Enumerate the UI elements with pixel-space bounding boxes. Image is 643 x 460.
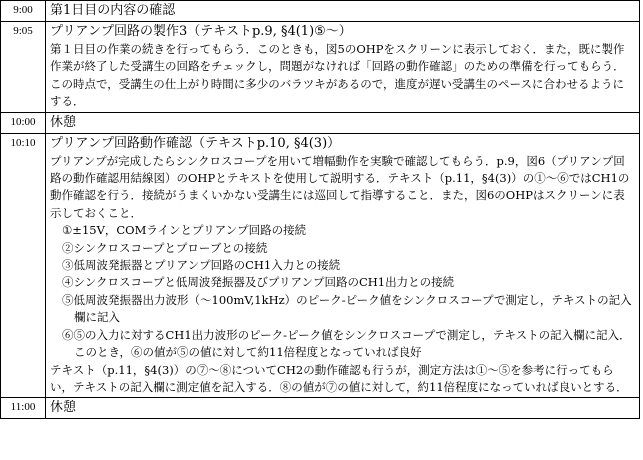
row-paragraph: プリアンプが完成したらシンクロスコープを用いて増幅動作を実験で確認してもらう．p.9，図6（プリアンプ回路の動作確認用結線図）のOHPとテキストを使用して説明する．テキスト（p.11，§4(3)）の①〜⑥ではCH1の動作確認を行う．接続がうまくいかない受講生には巡回して指導すること．また，図6のOHPはスクリーンに表示しておくこと． — [50, 153, 630, 220]
step-item: ⑥⑤の入力に対するCH1出力波形のピーク-ピーク値をシンクロスコープで測定し，テキストの記入欄に記入．このとき，⑥の値が⑤の値に対して約11倍程度となっていれば良好 — [62, 327, 631, 360]
step-item: ①±15V，COMラインとプリアンプ回路の接続 — [62, 223, 307, 238]
step-item: ⑤低周波発振器出力波形（〜100mV,1kHz）のピーク-ピーク値をシンクロスコープで測定し，テキストの記入欄に記入 — [62, 292, 632, 325]
schedule-row — [1, 22, 640, 113]
row-title: 第1日目の内容の確認 — [50, 3, 176, 18]
time-cell: 9:05 — [1, 22, 46, 113]
time-cell: 9:00 — [1, 1, 46, 22]
schedule-row — [1, 112, 640, 133]
row-paragraph: テキスト（p.11，§4(3)）の⑦〜⑧についてCH2の動作確認も行うが，測定方法は①〜⑤を参考に行ってもらい，テキストの記入欄に測定値を記入する．⑧の値が⑦の値に対して，約11倍程度になっていれば良いとする． — [50, 362, 628, 394]
time-cell: 10:00 — [1, 112, 46, 133]
content-cell — [46, 1, 640, 22]
step-list — [50, 222, 635, 361]
step-item: ④シンクロスコープと低周波発振器及びプリアンプ回路のCH1出力との接続 — [62, 275, 455, 290]
content-cell — [46, 112, 640, 133]
row-title: プリアンプ回路動作確認（テキストp.10, §4(3)） — [50, 135, 341, 151]
content-cell — [46, 398, 640, 419]
content-cell — [46, 22, 640, 113]
row-title: 休憩 — [50, 114, 77, 130]
time-cell: 10:10 — [1, 133, 46, 398]
time-cell: 11:00 — [1, 398, 46, 419]
row-title: プリアンプ回路の製作3（テキストp.9, §4(1)⑤〜） — [50, 24, 352, 39]
step-item: ③低周波発振器とプリアンプ回路のCH1入力との接続 — [62, 258, 341, 273]
schedule-row — [1, 1, 640, 22]
schedule-row — [1, 398, 640, 419]
step-item: ②シンクロスコープとプローブとの接続 — [62, 240, 268, 255]
row-title: 休憩 — [50, 400, 77, 416]
content-cell — [46, 133, 640, 398]
row-paragraph: 第１日目の作業の続きを行ってもらう．このときも，図5のOHPをスクリーンに表示しておく．また，既に製作作業が終了した受講生の回路をチェックし，問題がなければ「回路の動作確認」のための準備を行ってもらう．この時点で，受講生の仕上がり時間に多少のバラツキがあるので，進度が遅い受講生のペースに合わせるようにする． — [50, 42, 625, 109]
schedule-row — [1, 133, 640, 398]
